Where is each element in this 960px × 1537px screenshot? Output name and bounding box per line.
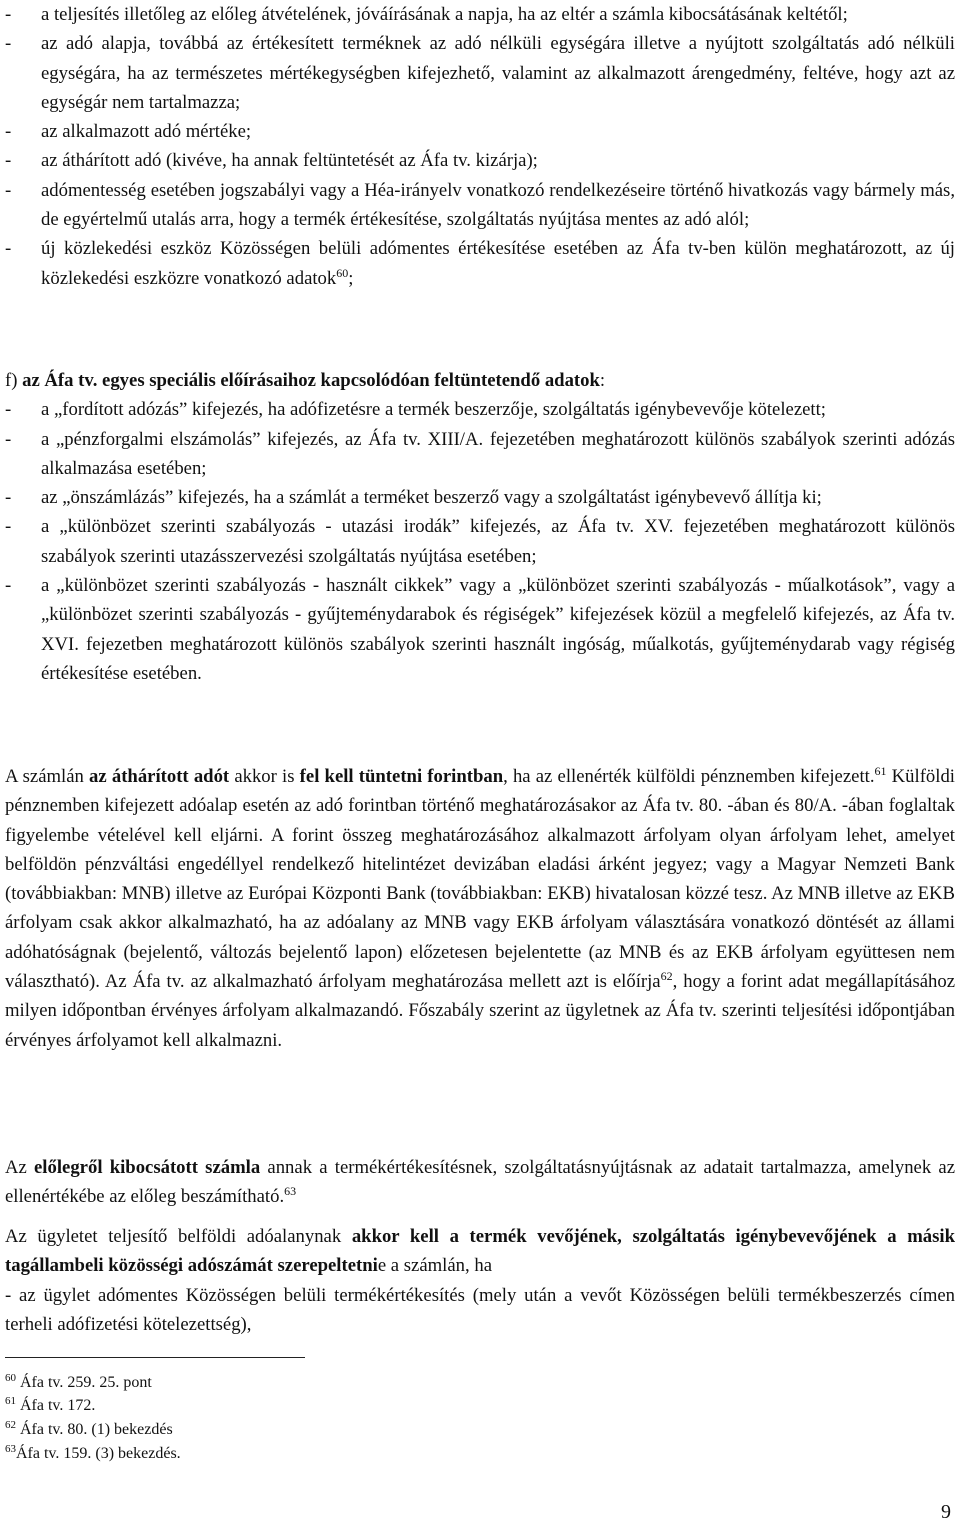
list-item-text: az „önszámlázás” kifejezés, ha a számlát a terméket beszerző vagy a szolgáltatást igénybevevő állítja ki; [41,487,822,509]
bold-run: fel kell tüntetni forintban [299,766,504,787]
list-item-end: ; [348,267,354,289]
list-item [5,0,955,29]
paragraph-currency [5,762,955,1055]
list-item-text: az adó alapja, továbbá az értékesített terméknek az adó nélküli egységára illetve a nyújtott szolgáltatás adó nélküli egységára, ha az természetes mértékegységben kifejezhető, valamint az alkalmazott árengedmény, feltéve, hogy azt az egységár nem tartalmazza; [41,33,955,113]
list-item [5,176,955,235]
list-item [5,571,955,688]
text-run: , hogy a forint adat megállapításához milyen időpontban érvényes árfolyam alkalmazandó. Főszabály szerint az ügyletnek az Áfa tv. szerinti teljesítési időpontjában érvényes árfolyamot kell alkalmazni. [5,971,956,1051]
section-f [5,366,955,688]
text-run: , ha az ellenérték külföldi pénznemben kifejezett. [503,766,875,787]
list-item [5,512,955,571]
list-item [5,29,955,117]
dash: - [5,4,12,25]
footnote-ref: 61 [874,764,887,778]
section-f-end: : [599,370,606,391]
footnote-ref: 60 [336,265,349,280]
dash: - [5,575,12,597]
footnote-ref: 63 [284,1184,297,1199]
paragraph-community-tax-number [5,1222,955,1339]
dash: - [5,487,12,509]
text-run: Külföldi pénznemben kifejezett adóalap esetén az adó forintban történő meghatározásakor az Áfa tv. 80. -ában és 80/A. -ában foglaltak figyelembe vételével kell eljárni. A forint összeg meghatározásához alkalmazott árfolyam olyan árfolyam lehet, amelyet belföldön pénzváltási engedéllyel rendelkező hitelintézet devizában eladási árként jegyez; vagy a Magyar Nemzeti Bank (továbbiakban: MNB) illetve az Európai Központi Bank (továbbiakban: EKB) hivatalosan közzé tesz. Az MNB illetve az EKB árfolyam csak akkor alkalmazható, ha az adóalany az MNB vagy EKB árfolyam választására vonatkozó döntését az állami adóhatóságnak (bejelentő, változás bejelentő lapon) előzetesen bejelentette (az MNB és az EKB árfolyam együttesen nem választható). Az Áfa tv. az alkalmazható árfolyam meghatározása mellett azt is előírja [5,766,955,993]
footnote-text: Áfa tv. 80. (1) bekezdés [20,1421,173,1438]
dash: - [5,238,12,260]
list-item [5,146,955,175]
text-run: Az [5,1157,35,1178]
dash: - [5,121,12,143]
text-run: annak a termékértékesítésnek, szolgáltatásnyújtásnak az adatait tartalmazza, amelynek az ellenértékébe az előleg beszámítható. [5,1157,956,1208]
list-item-text: a teljesítés illetőleg az előleg átvételének, jóváírásának a napja, ha az eltér a számla kibocsátásának keltétől; [41,4,848,25]
footnote-number: 62 [5,1419,16,1431]
footnote [5,1395,95,1417]
list-item-text: adómentesség esetében jogszabályi vagy a Héa-irányelv vonatkozó rendelkezéseire történő hivatkozás vagy bármely más, de egyértelmű utalás arra, hogy a termék értékesítése, szolgáltatás nyújtása mentes az adó alól; [41,179,955,231]
section-f-title: az Áfa tv. egyes speciális előírásaihoz kapcsolódóan feltüntetendő adatok [22,370,600,391]
list-item-text: új közlekedési eszköz Közösségen belüli adómentes értékesítése esetében az Áfa tv-ben külön meghatározott, az új közlekedési eszközre vonatkozó adatok [41,238,955,289]
text-run: Az ügyletet teljesítő belföldi adóalanynak [5,1226,352,1247]
section-f-heading [5,366,955,395]
bold-run: előlegről kibocsátott számla [34,1157,261,1178]
footnote [5,1443,181,1465]
dash: - [5,150,12,172]
footnote-number: 63 [5,1443,16,1455]
list-item-text: a „különbözet szerinti szabályozás - utazási irodák” kifejezés, az Áfa tv. XV. fejezetében meghatározott különös szabályok szerinti utazásszervezési szolgáltatás nyújtása esetében; [41,516,955,567]
list-item [5,117,955,146]
list-item-text: a „fordított adózás” kifejezés, ha adófizetésre a termék beszerzője, szolgáltatás igénybevevője kötelezett; [41,399,827,421]
footnote-separator [5,1357,305,1358]
page-number: 9 [941,1501,951,1523]
text-run: akkor is [229,766,300,787]
text-run: A számlán [5,766,90,787]
dash: - [5,516,12,538]
list-item [5,483,955,512]
footnote-text: Áfa tv. 159. (3) bekezdés. [16,1445,181,1462]
list-item-text: a „pénzforgalmi elszámolás” kifejezés, az Áfa tv. XIII/A. fejezetében meghatározott különös szabályok szerinti adózás alkalmazása esetében; [41,428,955,479]
dash: - [5,399,12,421]
list-item-text: a „különbözet szerinti szabályozás - használt cikkek” vagy a „különbözet szerinti szabályozás - műalkotások”, vagy a „különbözet szerinti szabályozás - gyűjteménydarabok és régiségek” kifejezések közül a megfelelő kifejezés, az Áfa tv. XVI. fejezetben meghatározott különös szabályok szerinti használt ingóság, műalkotás, gyűjteménydarab vagy régiség értékesítése esetében. [41,575,955,684]
section-f-prefix: f) [5,370,23,391]
invoice-data-list [5,0,955,293]
paragraph-advance-invoice [5,1153,955,1212]
list-item-text: az alkalmazott adó mértéke; [41,121,252,143]
footnote-number: 61 [5,1395,16,1407]
text-run: - az ügylet adómentes Közösségen belüli termékértékesítés (mely után a vevőt Közösségen belüli termékbeszerzés címen terheli adófizetési kötelezettség), [5,1284,955,1335]
list-item-text: az áthárított adó (kivéve, ha annak feltüntetését az Áfa tv. kizárja); [41,150,538,172]
list-item [5,425,955,484]
footnote [5,1372,152,1394]
text-run: e a számlán, ha [377,1255,492,1277]
bold-run: az áthárított adót [89,766,230,787]
footnote-text: Áfa tv. 259. 25. pont [20,1374,152,1391]
bold-run: akkor kell a termék vevőjének, szolgáltatás igénybevevőjének a másik tagállambeli közösségi adószámát szerepeltetni [5,1226,955,1277]
footnote-number: 60 [5,1372,16,1384]
dash: - [5,179,12,201]
dash: - [5,428,12,450]
dash: - [5,33,12,55]
footnote-ref: 62 [660,969,673,984]
list-item [5,395,955,424]
list-item [5,234,955,293]
footnote [5,1419,173,1441]
footnote-text: Áfa tv. 172. [20,1397,96,1414]
